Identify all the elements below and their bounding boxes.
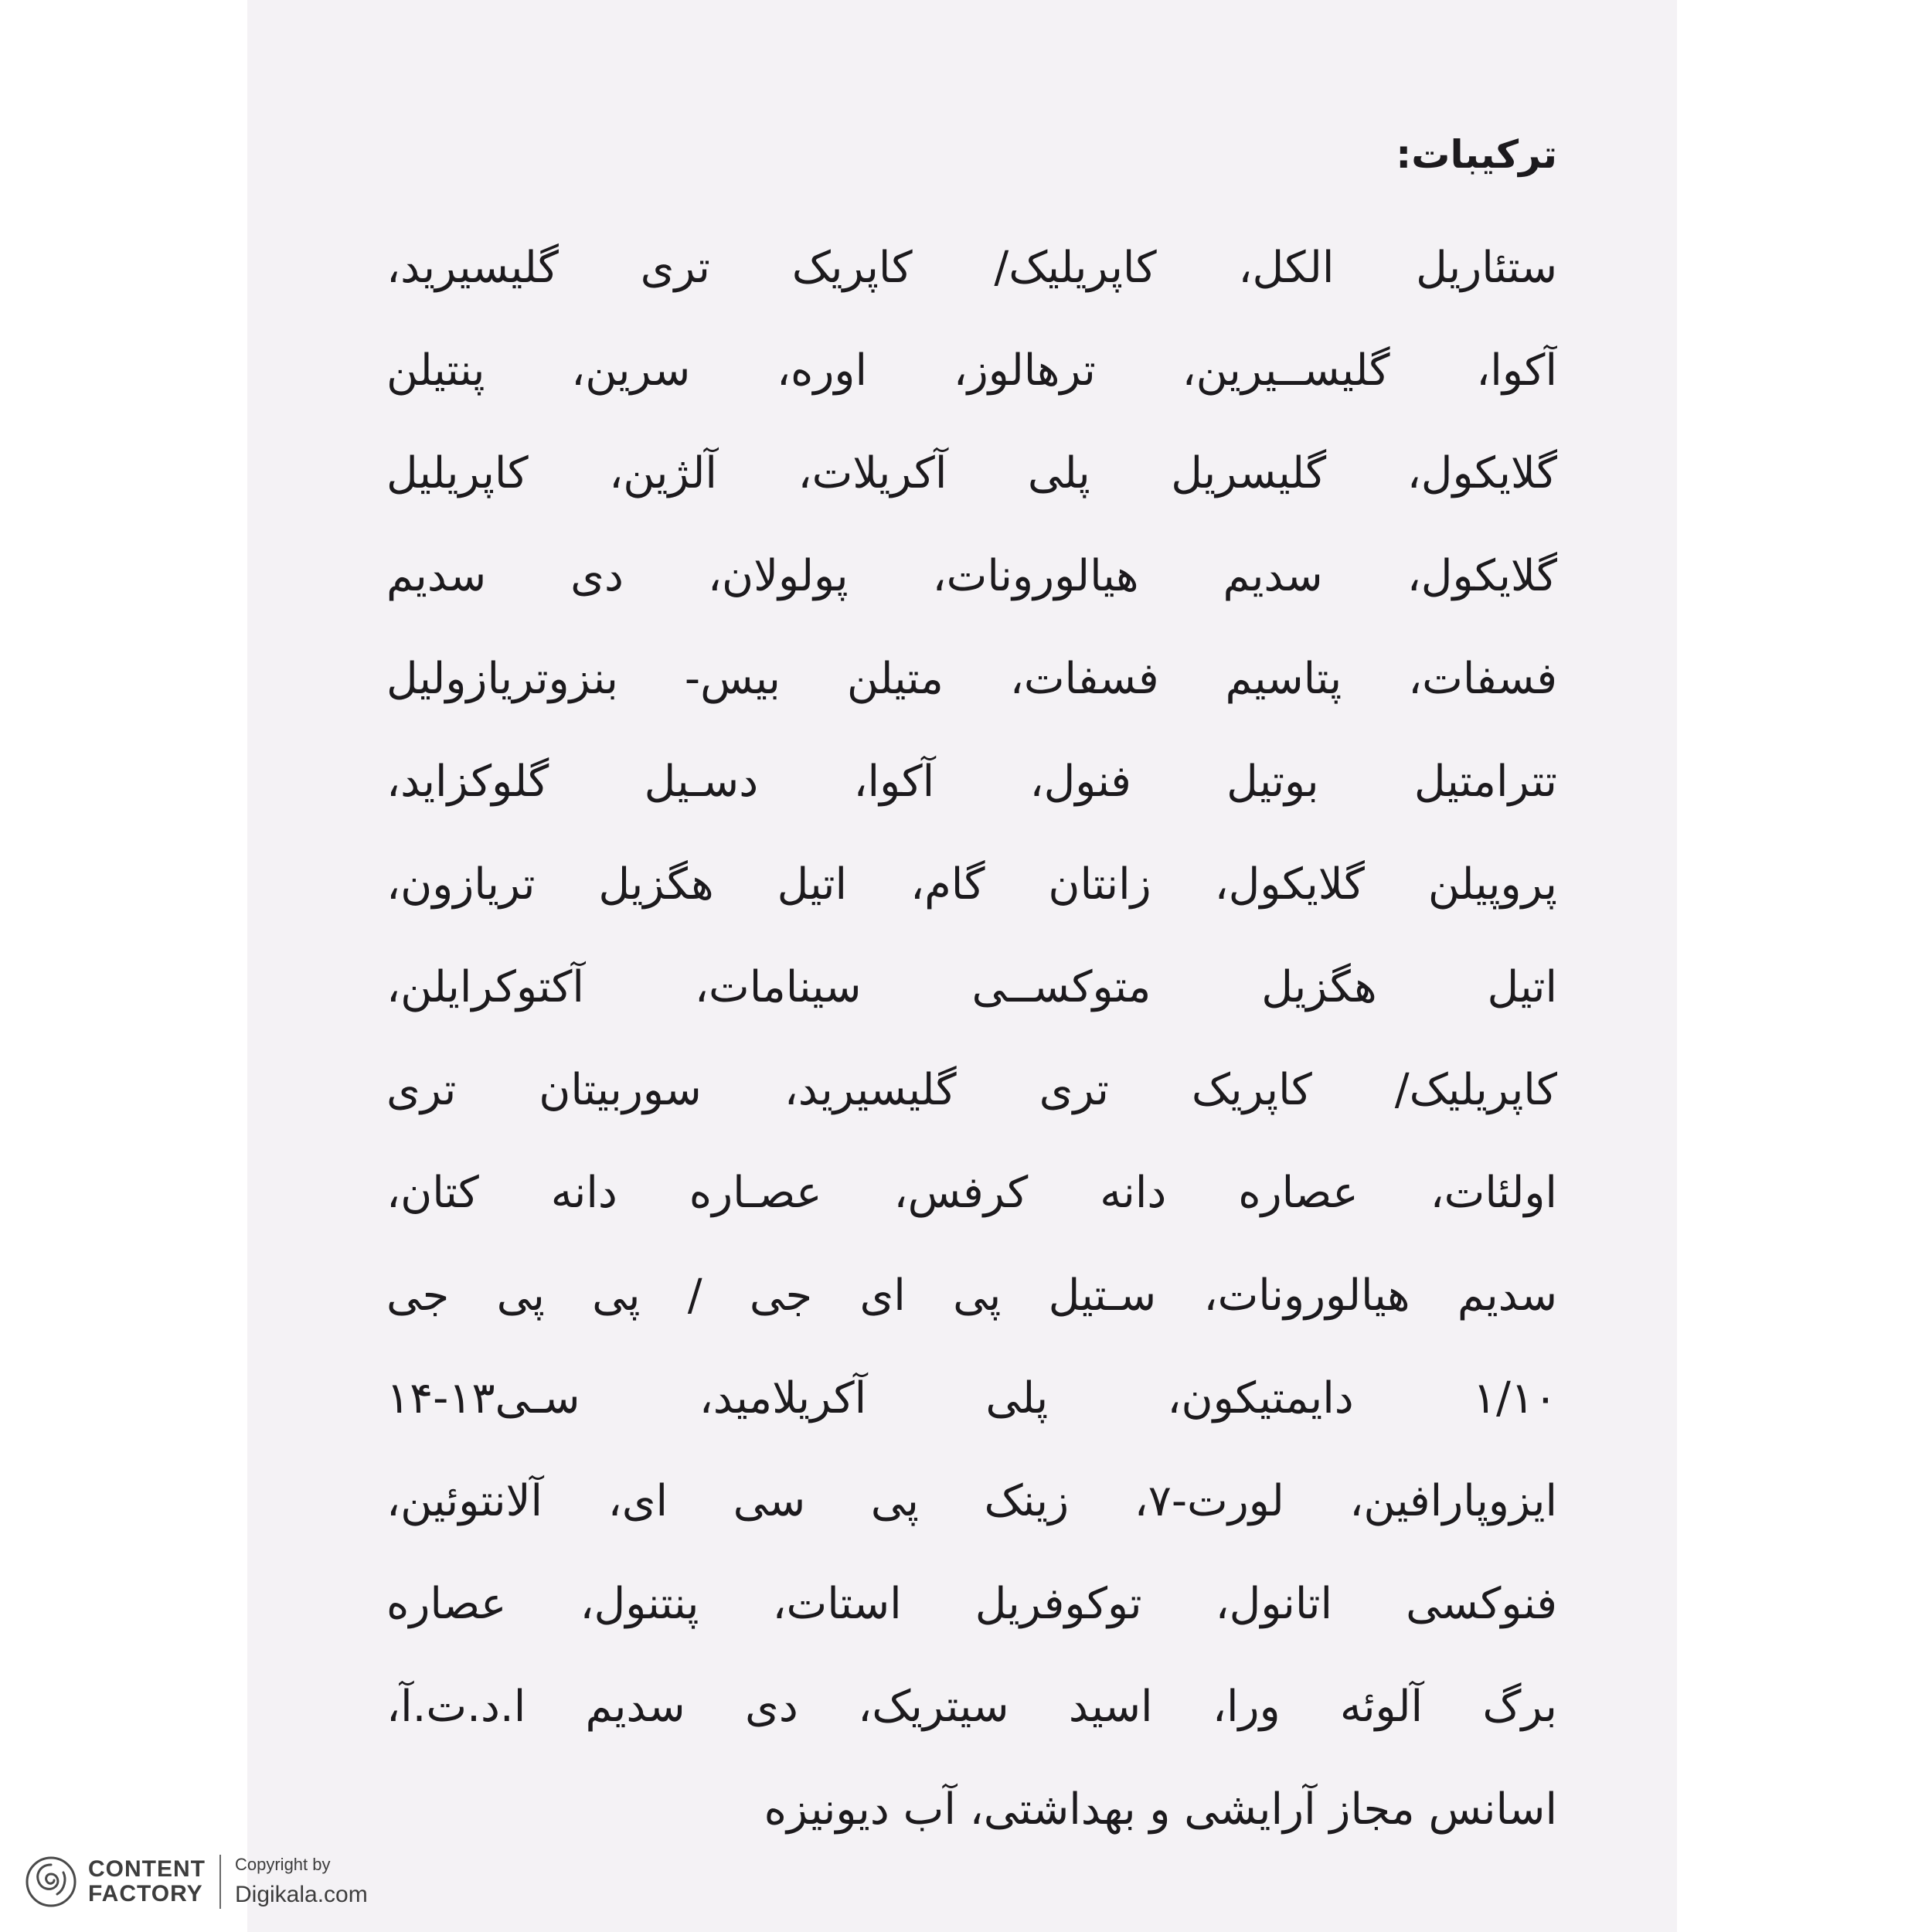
ingredient-line: گلایکول، گلیسریل پلی آکریلات، آلژین، کاپریلیل <box>386 448 1557 498</box>
brand-line-1: CONTENT <box>88 1856 206 1882</box>
brand-line-2: FACTORY <box>88 1881 203 1906</box>
ingredient-line: اسانس مجاز آرایشی و بهداشتی، آب دیونیزه <box>764 1784 1557 1835</box>
copyright-text <box>235 1854 368 1910</box>
content-factory-logo-icon <box>23 1854 79 1910</box>
ingredients-heading: ترکیبات: <box>1396 132 1557 177</box>
ingredient-line: ستئاریل الکل، کاپریلیک/ کاپریک تری گلیسیرید، <box>386 243 1557 293</box>
brand-name <box>88 1857 206 1906</box>
ingredient-line: آکوا، گلیســیرین، ترهالوز، اوره، سرین، پنتیلن <box>386 345 1557 396</box>
ingredient-line: ایزوپارافین، لورت-۷، زینک پی سی ای، آلانتوئین، <box>386 1476 1557 1526</box>
ingredients-text <box>386 216 1557 1861</box>
ingredient-line: تترامتیل بوتیل فنول، آکوا، دسـیل گلوکزاید، <box>386 757 1557 807</box>
ingredient-line: برگ آلوئه ورا، اسید سیتریک، دی سدیم ا.د.ت.آ، <box>386 1682 1557 1732</box>
ingredient-line: اولئات، عصاره دانه کرفس، عصـاره دانه کتان، <box>386 1168 1557 1218</box>
ingredient-line: اتیل هگزیل متوکســی سینامات، آکتوکرایلن، <box>386 962 1557 1012</box>
ingredient-line: گلایکول، سدیم هیالورونات، پولولان، دی سدیم <box>386 551 1557 601</box>
ingredients-section <box>386 124 1557 1861</box>
copyright-watermark <box>23 1839 425 1924</box>
ingredient-line: کاپریلیک/ کاپریک تری گلیسیرید، سوربیتان تری <box>386 1065 1557 1115</box>
copyright-site: Digikala.com <box>235 1882 368 1907</box>
ingredient-line: پروپیلن گلایکول، زانتان گام، اتیل هگزیل تریازون، <box>386 859 1557 910</box>
copyright-label: Copyright by <box>235 1855 331 1874</box>
ingredient-line: فنوکسی اتانول، توکوفریل استات، پنتنول، عصاره <box>386 1579 1557 1629</box>
ingredient-line: ۱/۱۰ دایمتیکون، پلی آکریلامید، سـی۱۳-۱۴ <box>386 1373 1557 1423</box>
watermark-divider <box>219 1855 221 1909</box>
ingredient-line: فسفات، پتاسیم فسفات، متیلن بیس- بنزوتریازولیل <box>386 654 1557 704</box>
ingredient-line: سدیم هیالورونات، سـتیل پی ای جی / پی پی جی <box>386 1270 1557 1321</box>
